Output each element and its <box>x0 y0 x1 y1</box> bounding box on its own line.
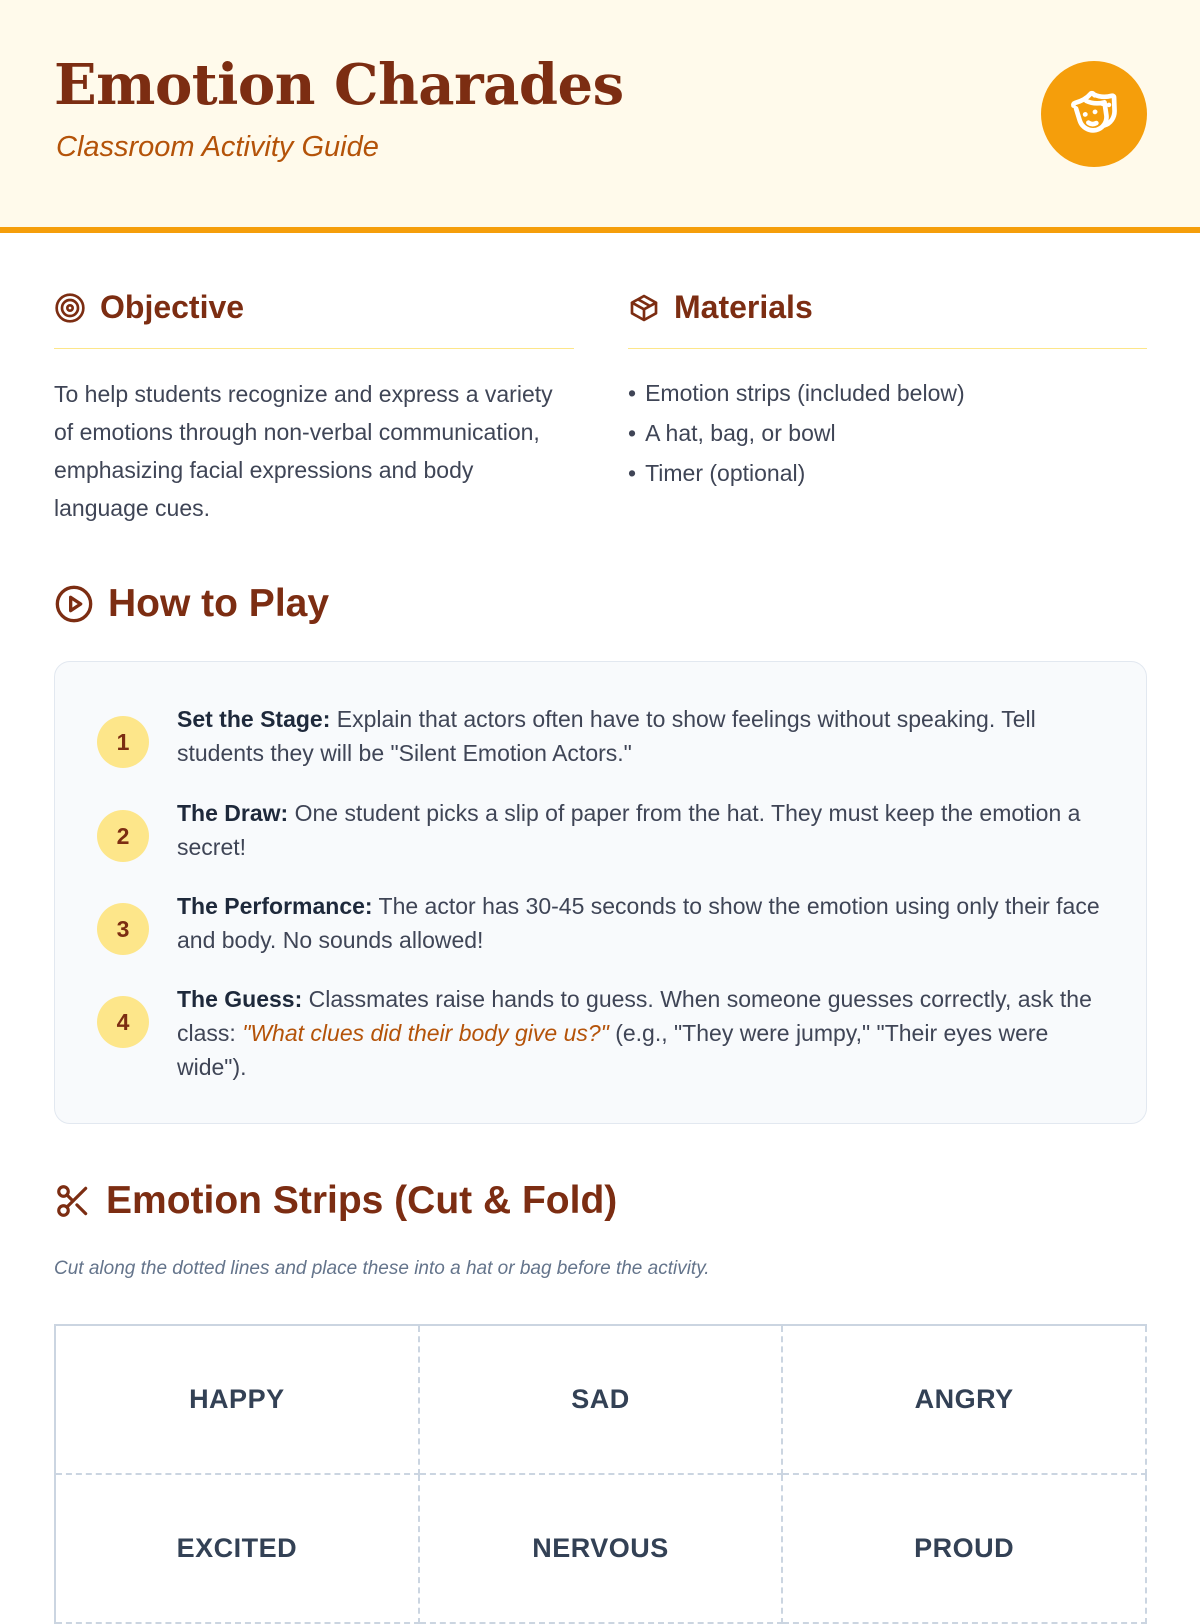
header-banner <box>0 0 1200 233</box>
objective-heading-label: Objective <box>100 289 245 325</box>
header-badge <box>1041 61 1147 167</box>
step-number: 1 <box>97 716 149 768</box>
list-item: • A hat, bag, or bowl <box>628 420 836 446</box>
objective-divider <box>54 348 574 349</box>
list-item: • Timer (optional) <box>628 460 806 486</box>
target-icon <box>54 292 86 324</box>
page-title: Emotion Charades <box>54 52 624 118</box>
step-number: 4 <box>97 996 149 1048</box>
emotion-strips-grid <box>54 1324 1147 1624</box>
emotion-strip: ANGRY <box>783 1326 1147 1475</box>
scissors-icon <box>54 1182 92 1220</box>
materials-heading-label: Materials <box>674 289 813 325</box>
objective-heading <box>54 289 244 326</box>
objective-text: To help students recognize and express a variety of emotions through non-verbal communication, emphasizing facial expressions and body language cues. <box>54 381 553 521</box>
step-number: 2 <box>97 810 149 862</box>
emotion-strip: NERVOUS <box>420 1475 784 1624</box>
materials-heading <box>628 289 813 326</box>
box-icon <box>628 292 660 324</box>
strips-heading <box>54 1179 617 1223</box>
strips-heading-label: Emotion Strips (Cut & Fold) <box>106 1179 618 1222</box>
strips-note: Cut along the dotted lines and place these into a hat or bag before the activity. <box>54 1258 710 1279</box>
how-to-play-heading-label: How to Play <box>108 582 330 625</box>
emotion-strip: HAPPY <box>56 1326 420 1475</box>
emotion-strip: SAD <box>420 1326 784 1475</box>
steps-card <box>54 661 1147 1124</box>
page-subtitle: Classroom Activity Guide <box>56 131 379 163</box>
how-to-play-heading <box>54 582 329 626</box>
step-text: The Guess: Classmates raise hands to guess. When someone guesses correctly, ask the class: "What clues did their body give us?" (e.g., "They were jumpy," "Their eyes were wide"). <box>177 986 1092 1080</box>
emotion-strip: PROUD <box>783 1475 1147 1624</box>
step-text: The Draw: One student picks a slip of paper from the hat. They must keep the emotion a secret! <box>177 800 1081 860</box>
play-circle-icon <box>54 584 94 624</box>
list-item: • Emotion strips (included below) <box>628 380 965 406</box>
materials-divider <box>628 348 1147 349</box>
step-number: 3 <box>97 903 149 955</box>
theater-masks-icon <box>1066 86 1122 142</box>
materials-list <box>628 373 965 493</box>
step-text: Set the Stage: Explain that actors often have to show feelings without speaking. Tell students they will be "Silent Emotion Actors." <box>177 706 1036 766</box>
step-text: The Performance: The actor has 30-45 seconds to show the emotion using only their face and body. No sounds allowed! <box>177 893 1100 953</box>
emotion-strip: EXCITED <box>56 1475 420 1624</box>
